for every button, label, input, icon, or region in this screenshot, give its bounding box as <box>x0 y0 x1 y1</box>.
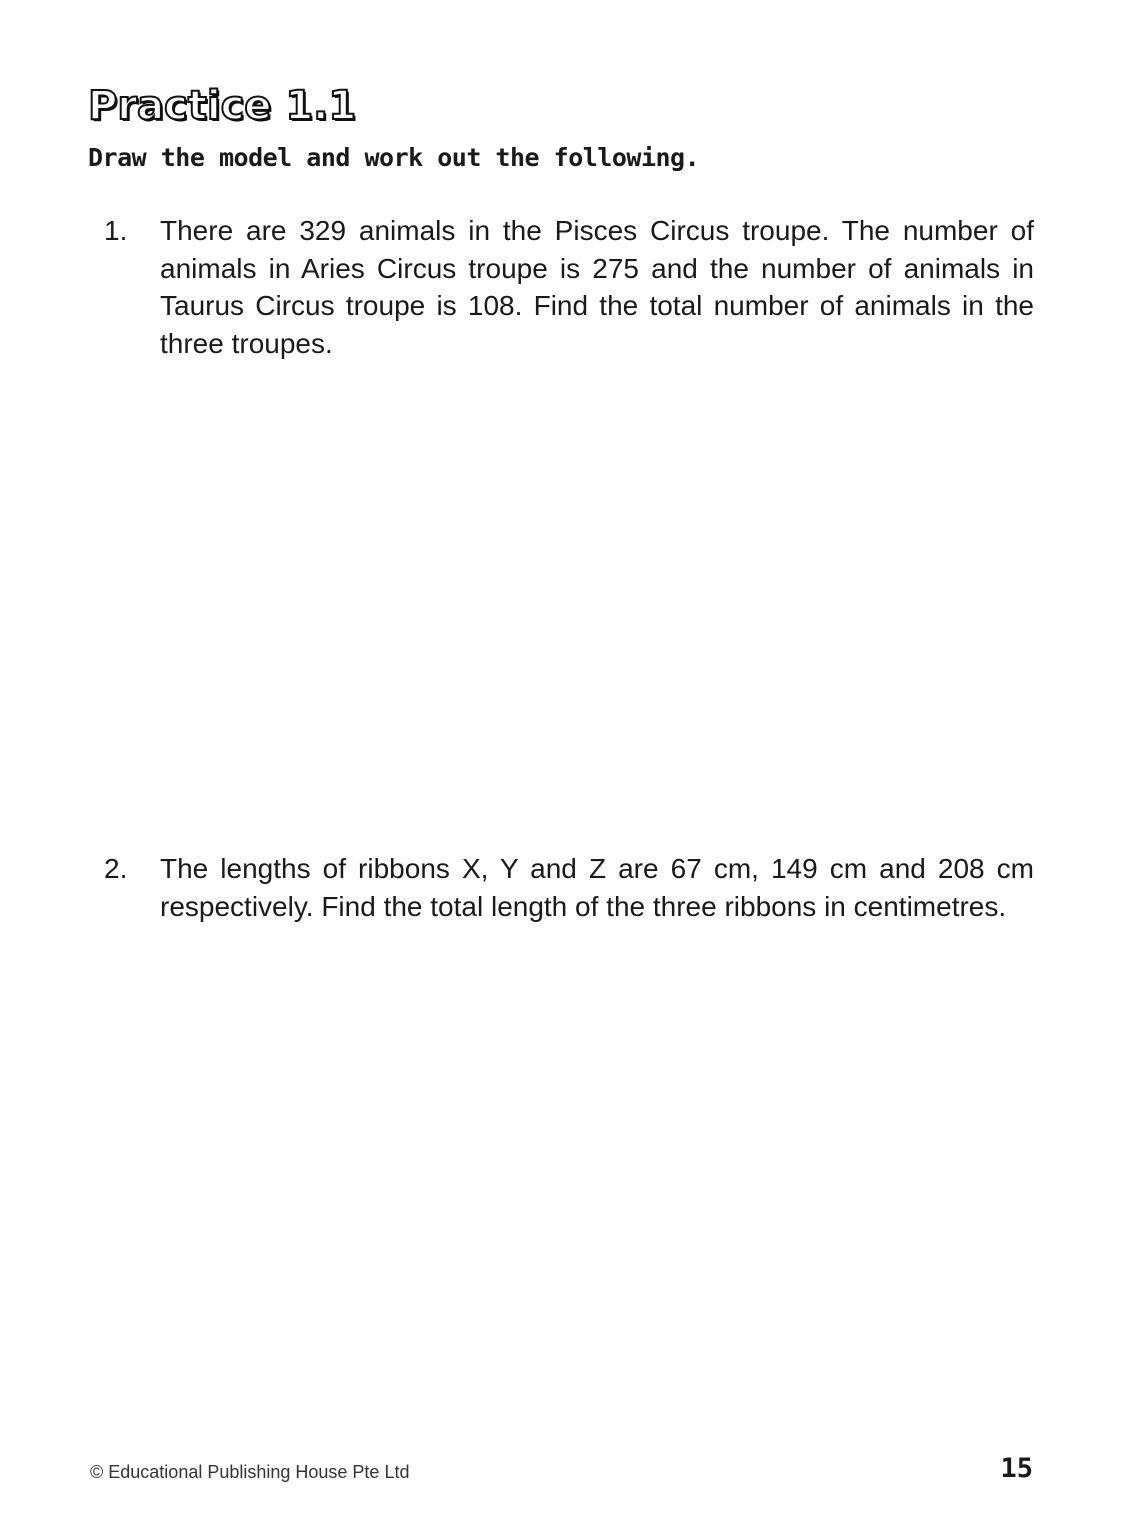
copyright-footer: © Educational Publishing House Pte Ltd <box>90 1462 410 1482</box>
question-2 <box>104 850 1034 925</box>
question-1 <box>104 212 1034 362</box>
question-number: 1. <box>104 215 128 246</box>
page-number: 15 <box>1000 1453 1033 1484</box>
question-text: There are 329 animals in the Pisces Circus troupe. The number of animals in Aries Circus troupe is 275 and the number of animals in Taurus Circus troupe is 108. Find the total number of animals in the three troupes. <box>160 215 1034 359</box>
instruction-text: Draw the model and work out the following. <box>88 143 700 172</box>
question-number: 2. <box>104 853 128 884</box>
practice-heading: Practice 1.1 <box>88 83 357 129</box>
question-text: The lengths of ribbons X, Y and Z are 67 cm, 149 cm and 208 cm respectively. Find the total length of the three ribbons in centimetres. <box>160 853 1034 922</box>
